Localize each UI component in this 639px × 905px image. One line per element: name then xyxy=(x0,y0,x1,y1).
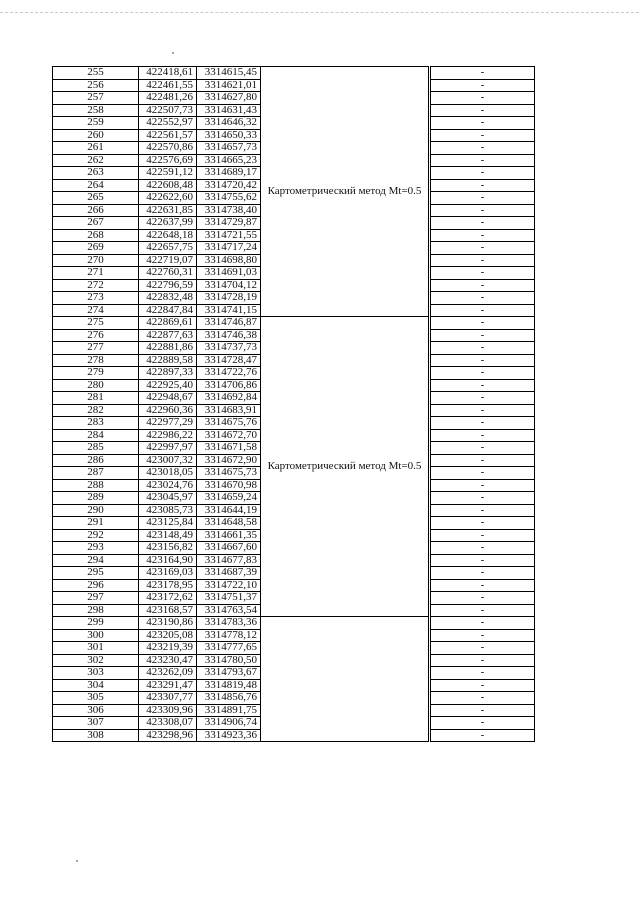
x-coordinate-cell: 423190,86 xyxy=(139,617,197,630)
x-coordinate-cell: 423205,08 xyxy=(139,629,197,642)
y-coordinate-cell: 3314692,84 xyxy=(197,392,261,405)
point-number-cell: 302 xyxy=(53,654,139,667)
point-number-cell: 266 xyxy=(53,204,139,217)
table-row xyxy=(53,67,535,80)
y-coordinate-cell: 3314746,38 xyxy=(197,329,261,342)
note-cell: - xyxy=(431,79,535,92)
point-number-cell: 265 xyxy=(53,192,139,205)
note-cell: - xyxy=(431,717,535,730)
y-coordinate-cell: 3314722,76 xyxy=(197,367,261,380)
x-coordinate-cell: 423156,82 xyxy=(139,542,197,555)
x-coordinate-cell: 422608,48 xyxy=(139,179,197,192)
note-cell: - xyxy=(431,467,535,480)
x-coordinate-cell: 423018,05 xyxy=(139,467,197,480)
note-cell: - xyxy=(431,217,535,230)
x-coordinate-cell: 422591,12 xyxy=(139,167,197,180)
y-coordinate-cell: 3314729,87 xyxy=(197,217,261,230)
note-cell: - xyxy=(431,267,535,280)
point-number-cell: 291 xyxy=(53,517,139,530)
x-coordinate-cell: 422897,33 xyxy=(139,367,197,380)
y-coordinate-cell: 3314648,58 xyxy=(197,517,261,530)
note-cell: - xyxy=(431,679,535,692)
point-number-cell: 270 xyxy=(53,254,139,267)
note-cell: - xyxy=(431,529,535,542)
note-cell: - xyxy=(431,642,535,655)
y-coordinate-cell: 3314689,17 xyxy=(197,167,261,180)
x-coordinate-cell: 422997,97 xyxy=(139,442,197,455)
x-coordinate-cell: 422631,85 xyxy=(139,204,197,217)
point-number-cell: 263 xyxy=(53,167,139,180)
y-coordinate-cell: 3314777,65 xyxy=(197,642,261,655)
point-number-cell: 262 xyxy=(53,154,139,167)
scan-speck xyxy=(172,52,174,54)
x-coordinate-cell: 422869,61 xyxy=(139,317,197,330)
y-coordinate-cell: 3314650,33 xyxy=(197,129,261,142)
y-coordinate-cell: 3314659,24 xyxy=(197,492,261,505)
scan-speck xyxy=(76,860,78,862)
point-number-cell: 260 xyxy=(53,129,139,142)
x-coordinate-cell: 423262,09 xyxy=(139,667,197,680)
point-number-cell: 295 xyxy=(53,567,139,580)
point-number-cell: 305 xyxy=(53,692,139,705)
x-coordinate-cell: 422561,57 xyxy=(139,129,197,142)
point-number-cell: 269 xyxy=(53,242,139,255)
x-coordinate-cell: 422986,22 xyxy=(139,429,197,442)
y-coordinate-cell: 3314722,10 xyxy=(197,579,261,592)
y-coordinate-cell: 3314672,70 xyxy=(197,429,261,442)
method-cell: Картометрический метод Mt=0.5 xyxy=(261,317,429,617)
y-coordinate-cell: 3314621,01 xyxy=(197,79,261,92)
y-coordinate-cell: 3314780,50 xyxy=(197,654,261,667)
point-number-cell: 284 xyxy=(53,429,139,442)
note-cell: - xyxy=(431,442,535,455)
note-cell: - xyxy=(431,279,535,292)
coordinates-table-body xyxy=(53,67,535,742)
y-coordinate-cell: 3314738,40 xyxy=(197,204,261,217)
point-number-cell: 296 xyxy=(53,579,139,592)
y-coordinate-cell: 3314661,35 xyxy=(197,529,261,542)
note-cell: - xyxy=(431,517,535,530)
point-number-cell: 283 xyxy=(53,417,139,430)
point-number-cell: 256 xyxy=(53,79,139,92)
point-number-cell: 293 xyxy=(53,542,139,555)
x-coordinate-cell: 422507,73 xyxy=(139,104,197,117)
x-coordinate-cell: 423045,97 xyxy=(139,492,197,505)
y-coordinate-cell: 3314793,67 xyxy=(197,667,261,680)
x-coordinate-cell: 423169,03 xyxy=(139,567,197,580)
x-coordinate-cell: 423024,76 xyxy=(139,479,197,492)
point-number-cell: 282 xyxy=(53,404,139,417)
table-row xyxy=(53,617,535,630)
point-number-cell: 304 xyxy=(53,679,139,692)
point-number-cell: 271 xyxy=(53,267,139,280)
point-number-cell: 298 xyxy=(53,604,139,617)
point-number-cell: 272 xyxy=(53,279,139,292)
point-number-cell: 294 xyxy=(53,554,139,567)
x-coordinate-cell: 423178,95 xyxy=(139,579,197,592)
y-coordinate-cell: 3314646,32 xyxy=(197,117,261,130)
y-coordinate-cell: 3314670,98 xyxy=(197,479,261,492)
x-coordinate-cell: 422977,29 xyxy=(139,417,197,430)
y-coordinate-cell: 3314728,47 xyxy=(197,354,261,367)
x-coordinate-cell: 422552,97 xyxy=(139,117,197,130)
y-coordinate-cell: 3314763,54 xyxy=(197,604,261,617)
note-cell: - xyxy=(431,292,535,305)
note-cell: - xyxy=(431,229,535,242)
note-cell: - xyxy=(431,129,535,142)
point-number-cell: 259 xyxy=(53,117,139,130)
y-coordinate-cell: 3314671,58 xyxy=(197,442,261,455)
note-cell: - xyxy=(431,704,535,717)
y-coordinate-cell: 3314687,39 xyxy=(197,567,261,580)
x-coordinate-cell: 422877,63 xyxy=(139,329,197,342)
point-number-cell: 267 xyxy=(53,217,139,230)
x-coordinate-cell: 423085,73 xyxy=(139,504,197,517)
note-cell: - xyxy=(431,254,535,267)
y-coordinate-cell: 3314778,12 xyxy=(197,629,261,642)
note-cell: - xyxy=(431,729,535,742)
note-cell: - xyxy=(431,554,535,567)
x-coordinate-cell: 422570,86 xyxy=(139,142,197,155)
y-coordinate-cell: 3314672,90 xyxy=(197,454,261,467)
y-coordinate-cell: 3314691,03 xyxy=(197,267,261,280)
note-cell: - xyxy=(431,592,535,605)
note-cell: - xyxy=(431,354,535,367)
x-coordinate-cell: 423219,39 xyxy=(139,642,197,655)
point-number-cell: 300 xyxy=(53,629,139,642)
point-number-cell: 297 xyxy=(53,592,139,605)
y-coordinate-cell: 3314751,37 xyxy=(197,592,261,605)
x-coordinate-cell: 423230,47 xyxy=(139,654,197,667)
point-number-cell: 257 xyxy=(53,92,139,105)
note-cell: - xyxy=(431,367,535,380)
point-number-cell: 286 xyxy=(53,454,139,467)
note-cell: - xyxy=(431,192,535,205)
x-coordinate-cell: 422418,61 xyxy=(139,67,197,80)
x-coordinate-cell: 422881,86 xyxy=(139,342,197,355)
point-number-cell: 274 xyxy=(53,304,139,317)
x-coordinate-cell: 423164,90 xyxy=(139,554,197,567)
point-number-cell: 279 xyxy=(53,367,139,380)
y-coordinate-cell: 3314755,62 xyxy=(197,192,261,205)
y-coordinate-cell: 3314706,86 xyxy=(197,379,261,392)
y-coordinate-cell: 3314737,73 xyxy=(197,342,261,355)
x-coordinate-cell: 423307,77 xyxy=(139,692,197,705)
x-coordinate-cell: 422576,69 xyxy=(139,154,197,167)
y-coordinate-cell: 3314721,55 xyxy=(197,229,261,242)
x-coordinate-cell: 422622,60 xyxy=(139,192,197,205)
note-cell: - xyxy=(431,629,535,642)
x-coordinate-cell: 422889,58 xyxy=(139,354,197,367)
y-coordinate-cell: 3314615,45 xyxy=(197,67,261,80)
note-cell: - xyxy=(431,504,535,517)
note-cell: - xyxy=(431,204,535,217)
y-coordinate-cell: 3314675,76 xyxy=(197,417,261,430)
y-coordinate-cell: 3314746,87 xyxy=(197,317,261,330)
note-cell: - xyxy=(431,667,535,680)
x-coordinate-cell: 423168,57 xyxy=(139,604,197,617)
x-coordinate-cell: 422637,99 xyxy=(139,217,197,230)
y-coordinate-cell: 3314906,74 xyxy=(197,717,261,730)
y-coordinate-cell: 3314783,36 xyxy=(197,617,261,630)
y-coordinate-cell: 3314627,80 xyxy=(197,92,261,105)
x-coordinate-cell: 422796,59 xyxy=(139,279,197,292)
x-coordinate-cell: 422832,48 xyxy=(139,292,197,305)
point-number-cell: 255 xyxy=(53,67,139,80)
y-coordinate-cell: 3314698,80 xyxy=(197,254,261,267)
point-number-cell: 288 xyxy=(53,479,139,492)
note-cell: - xyxy=(431,167,535,180)
y-coordinate-cell: 3314741,15 xyxy=(197,304,261,317)
point-number-cell: 278 xyxy=(53,354,139,367)
point-number-cell: 273 xyxy=(53,292,139,305)
y-coordinate-cell: 3314923,36 xyxy=(197,729,261,742)
x-coordinate-cell: 422657,75 xyxy=(139,242,197,255)
y-coordinate-cell: 3314704,12 xyxy=(197,279,261,292)
note-cell: - xyxy=(431,392,535,405)
point-number-cell: 261 xyxy=(53,142,139,155)
note-cell: - xyxy=(431,154,535,167)
note-cell: - xyxy=(431,117,535,130)
note-cell: - xyxy=(431,104,535,117)
point-number-cell: 277 xyxy=(53,342,139,355)
note-cell: - xyxy=(431,317,535,330)
note-cell: - xyxy=(431,542,535,555)
note-cell: - xyxy=(431,142,535,155)
point-number-cell: 301 xyxy=(53,642,139,655)
y-coordinate-cell: 3314665,23 xyxy=(197,154,261,167)
note-cell: - xyxy=(431,479,535,492)
method-cell: Картометрический метод Mt=0.5 xyxy=(261,67,429,317)
x-coordinate-cell: 422461,55 xyxy=(139,79,197,92)
y-coordinate-cell: 3314728,19 xyxy=(197,292,261,305)
y-coordinate-cell: 3314856,76 xyxy=(197,692,261,705)
point-number-cell: 280 xyxy=(53,379,139,392)
y-coordinate-cell: 3314667,60 xyxy=(197,542,261,555)
point-number-cell: 275 xyxy=(53,317,139,330)
y-coordinate-cell: 3314819,48 xyxy=(197,679,261,692)
point-number-cell: 307 xyxy=(53,717,139,730)
x-coordinate-cell: 423148,49 xyxy=(139,529,197,542)
note-cell: - xyxy=(431,379,535,392)
coordinates-table xyxy=(52,66,535,742)
y-coordinate-cell: 3314891,75 xyxy=(197,704,261,717)
x-coordinate-cell: 423308,07 xyxy=(139,717,197,730)
point-number-cell: 292 xyxy=(53,529,139,542)
x-coordinate-cell: 422847,84 xyxy=(139,304,197,317)
x-coordinate-cell: 422760,31 xyxy=(139,267,197,280)
x-coordinate-cell: 422648,18 xyxy=(139,229,197,242)
note-cell: - xyxy=(431,579,535,592)
y-coordinate-cell: 3314644,19 xyxy=(197,504,261,517)
x-coordinate-cell: 422481,26 xyxy=(139,92,197,105)
point-number-cell: 258 xyxy=(53,104,139,117)
x-coordinate-cell: 423172,62 xyxy=(139,592,197,605)
table-row xyxy=(53,317,535,330)
note-cell: - xyxy=(431,654,535,667)
note-cell: - xyxy=(431,567,535,580)
y-coordinate-cell: 3314717,24 xyxy=(197,242,261,255)
y-coordinate-cell: 3314720,42 xyxy=(197,179,261,192)
y-coordinate-cell: 3314677,83 xyxy=(197,554,261,567)
note-cell: - xyxy=(431,617,535,630)
y-coordinate-cell: 3314675,73 xyxy=(197,467,261,480)
scan-top-border xyxy=(0,12,639,13)
note-cell: - xyxy=(431,342,535,355)
note-cell: - xyxy=(431,692,535,705)
x-coordinate-cell: 423291,47 xyxy=(139,679,197,692)
point-number-cell: 268 xyxy=(53,229,139,242)
note-cell: - xyxy=(431,429,535,442)
point-number-cell: 290 xyxy=(53,504,139,517)
x-coordinate-cell: 423007,32 xyxy=(139,454,197,467)
note-cell: - xyxy=(431,417,535,430)
y-coordinate-cell: 3314683,91 xyxy=(197,404,261,417)
note-cell: - xyxy=(431,492,535,505)
y-coordinate-cell: 3314631,43 xyxy=(197,104,261,117)
x-coordinate-cell: 423125,84 xyxy=(139,517,197,530)
x-coordinate-cell: 423309,96 xyxy=(139,704,197,717)
x-coordinate-cell: 422719,07 xyxy=(139,254,197,267)
point-number-cell: 289 xyxy=(53,492,139,505)
point-number-cell: 303 xyxy=(53,667,139,680)
note-cell: - xyxy=(431,454,535,467)
point-number-cell: 285 xyxy=(53,442,139,455)
point-number-cell: 299 xyxy=(53,617,139,630)
x-coordinate-cell: 422925,40 xyxy=(139,379,197,392)
note-cell: - xyxy=(431,329,535,342)
note-cell: - xyxy=(431,304,535,317)
point-number-cell: 306 xyxy=(53,704,139,717)
note-cell: - xyxy=(431,92,535,105)
note-cell: - xyxy=(431,604,535,617)
x-coordinate-cell: 422960,36 xyxy=(139,404,197,417)
note-cell: - xyxy=(431,404,535,417)
x-coordinate-cell: 423298,96 xyxy=(139,729,197,742)
point-number-cell: 281 xyxy=(53,392,139,405)
note-cell: - xyxy=(431,67,535,80)
point-number-cell: 308 xyxy=(53,729,139,742)
note-cell: - xyxy=(431,179,535,192)
point-number-cell: 287 xyxy=(53,467,139,480)
note-cell: - xyxy=(431,242,535,255)
x-coordinate-cell: 422948,67 xyxy=(139,392,197,405)
point-number-cell: 264 xyxy=(53,179,139,192)
y-coordinate-cell: 3314657,73 xyxy=(197,142,261,155)
point-number-cell: 276 xyxy=(53,329,139,342)
method-cell xyxy=(261,617,429,742)
